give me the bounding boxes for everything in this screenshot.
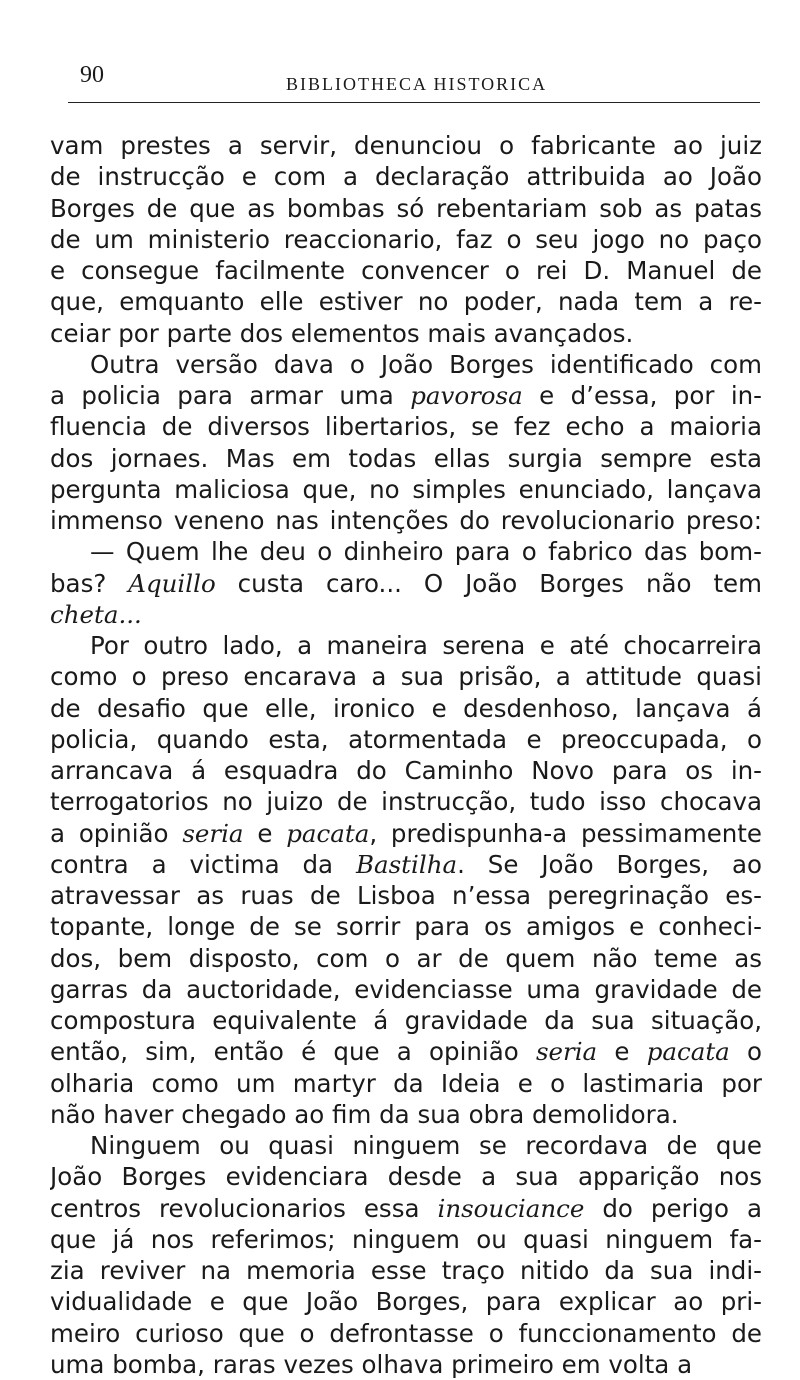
text-segment: e consegue facilmente convencer o rei D. Manuel de: [50, 256, 762, 285]
text-segment: policia, quando esta, atormentada e preoccupada, o: [50, 724, 762, 754]
text-segment: do perigo a: [584, 1193, 762, 1223]
text-segment: terrogatorios no juizo de instrucção, tudo isso chocava: [50, 787, 762, 817]
text-segment: João Borges evidenciara desde a sua apparição nos: [50, 1162, 762, 1192]
text-line: [50, 880, 762, 911]
text-segment: pergunta maliciosa que, no simples enunciado, lançava: [50, 474, 762, 504]
text-segment: e: [597, 1037, 647, 1067]
text-line: [50, 1255, 762, 1286]
italic-segment: insouciance: [437, 1193, 585, 1223]
text-line: [50, 849, 762, 880]
text-segment: , predispunha-a pessimamente: [369, 818, 762, 848]
text-segment: Borges de que as bombas só rebentariam sob as patas: [50, 193, 762, 223]
text-segment: então, sim, então é que a opinião: [50, 1037, 536, 1067]
italic-segment: Bastilha: [356, 849, 458, 879]
text-line: [50, 568, 762, 599]
text-line: [50, 1318, 762, 1349]
page-number: 90: [80, 62, 104, 88]
text-line: [50, 193, 762, 224]
text-segment: dos, bem disposto, com o ar de quem não teme as: [50, 943, 762, 973]
italic-segment: seria: [182, 818, 244, 848]
text-segment: vam prestes a servir, denunciou o fabricante ao juiz: [50, 131, 762, 160]
text-line: [50, 661, 762, 692]
text-line: [50, 474, 762, 505]
text-line: [50, 318, 762, 349]
text-line: [50, 286, 762, 317]
text-line: [50, 349, 762, 380]
text-line: [50, 380, 762, 411]
text-segment: — Quem lhe deu o dinheiro para o fabrico das bom-: [90, 537, 762, 567]
text-segment: e: [243, 818, 287, 848]
text-line: [50, 818, 762, 849]
text-segment: de instrucção e com a declaração attribuida ao João: [50, 162, 762, 192]
italic-segment: pacata: [646, 1037, 730, 1067]
text-segment: uma bomba, raras vezes olhava primeiro em volta a: [50, 1349, 693, 1379]
text-segment: centros revolucionarios essa: [50, 1193, 438, 1223]
text-segment: meiro curioso que o defrontasse o funccionamento de: [50, 1318, 762, 1348]
italic-segment: pacata: [286, 818, 370, 848]
text-segment: ceiar por parte dos elementos mais avançados.: [50, 318, 634, 348]
text-segment: Ninguem ou quasi ninguem se recordava de que: [90, 1131, 762, 1160]
text-segment: de um ministerio reaccionario, faz o seu jogo no paço: [50, 224, 762, 254]
text-line: [50, 411, 762, 442]
text-segment: olharia como um martyr da Ideia e o lastimaria por: [50, 1068, 762, 1098]
text-segment: arrancava á esquadra do Caminho Novo para os in-: [50, 756, 762, 785]
text-segment: a opinião: [50, 818, 183, 848]
text-line: [50, 630, 762, 661]
text-line: [50, 1286, 762, 1317]
text-line: [50, 505, 762, 536]
italic-segment: seria: [535, 1037, 598, 1067]
text-line: [50, 786, 762, 817]
text-segment: bas?: [50, 568, 129, 598]
italic-segment: cheta...: [50, 599, 142, 629]
text-segment: contra a victima da: [50, 849, 356, 879]
text-line: [50, 1005, 762, 1036]
text-segment: que, emquanto elle estiver no poder, nada tem a re-: [50, 287, 762, 317]
text-line: [50, 224, 762, 255]
text-segment: garras da auctoridade, evidenciasse uma gravidade de: [50, 974, 762, 1004]
text-segment: immenso veneno nas intenções do revolucionario preso:: [50, 506, 762, 535]
text-line: [50, 1349, 762, 1380]
text-line: [50, 161, 762, 192]
text-segment: e d’essa, por in-: [522, 381, 762, 410]
text-line: [50, 443, 762, 474]
page-header: [68, 62, 760, 103]
text-line: [50, 693, 762, 724]
text-segment: topante, longe de se sorrir para os amigos e conheci-: [50, 912, 762, 942]
body-text: [50, 130, 762, 1380]
text-line: [50, 255, 762, 286]
text-line: [50, 1099, 762, 1130]
italic-segment: Aquillo: [128, 568, 216, 598]
text-line: [50, 1193, 762, 1224]
text-segment: atravessar as ruas de Lisboa n’essa peregrinação es-: [50, 881, 762, 910]
text-line: [50, 1161, 762, 1192]
text-line: [50, 1224, 762, 1255]
text-line: [50, 1130, 762, 1161]
text-segment: custa caro... O João Borges não tem: [215, 568, 762, 598]
text-line: [50, 599, 762, 630]
text-segment: compostura equivalente á gravidade da sua situação,: [50, 1006, 762, 1035]
text-line: [50, 755, 762, 786]
text-segment: Por outro lado, a maneira serena e até chocarreira: [90, 631, 762, 660]
text-segment: zia reviver na memoria esse traço nitido da sua indi-: [50, 1256, 762, 1285]
italic-segment: pavorosa: [410, 381, 523, 410]
text-segment: a policia para armar uma: [50, 381, 411, 410]
text-segment: . Se João Borges, ao: [457, 849, 762, 879]
text-segment: o: [729, 1037, 762, 1067]
text-line: [50, 911, 762, 942]
running-title: BIBLIOTHECA HISTORICA: [286, 74, 548, 94]
text-segment: dos jornaes. Mas em todas ellas surgia sempre esta: [50, 443, 762, 473]
text-segment: vidualidade e que João Borges, para explicar ao pri-: [50, 1287, 762, 1317]
text-segment: que já nos referimos; ninguem ou quasi ninguem fa-: [50, 1224, 762, 1254]
text-line: [50, 974, 762, 1005]
text-line: [50, 1036, 762, 1067]
text-segment: fluencia de diversos libertarios, se fez echo a maioria: [50, 412, 762, 442]
text-line: [50, 943, 762, 974]
text-line: [50, 130, 762, 161]
text-line: [50, 1068, 762, 1099]
text-line: [50, 536, 762, 567]
text-segment: não haver chegado ao fim da sua obra demolidora.: [50, 1099, 679, 1129]
text-segment: de desafio que elle, ironico e desdenhoso, lançava á: [50, 693, 762, 723]
text-segment: Outra versão dava o João Borges identificado com: [90, 349, 762, 379]
text-segment: como o preso encarava a sua prisão, a attitude quasi: [50, 662, 762, 692]
text-line: [50, 724, 762, 755]
